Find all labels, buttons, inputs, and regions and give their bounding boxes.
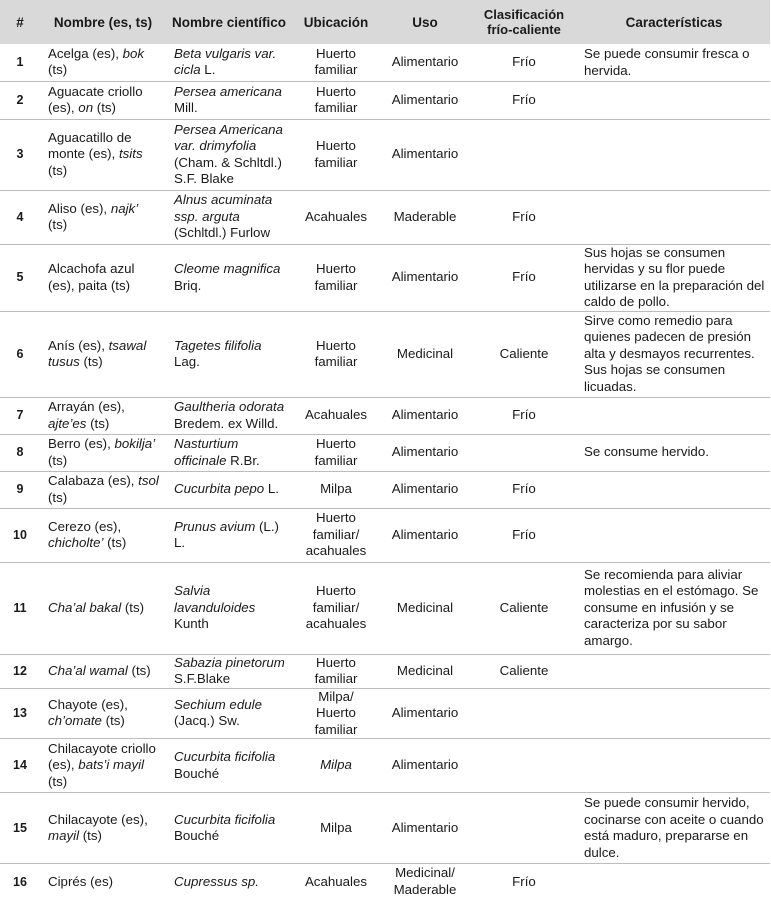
- common-name-part: (ts): [101, 713, 125, 729]
- characteristics-cell: [578, 654, 770, 688]
- classification-cell: Frío: [512, 481, 536, 497]
- characteristics-cell: Se recomienda para aliviar molestias en el estómago. Se consume en infusión y se caracteriza por su sabor amargo.: [584, 566, 759, 648]
- common-name-part: najk’: [110, 200, 139, 216]
- scientific-name-part: Sechium edule: [174, 696, 262, 712]
- scientific-name-cell: [166, 44, 292, 81]
- use-cell: Alimentario: [391, 526, 459, 542]
- common-name-part: tsawal tusus: [48, 337, 147, 369]
- common-name-part: Chilacayote criollo (es),: [48, 740, 156, 773]
- header-classification-line1: Clasificación: [483, 7, 565, 22]
- row-number: 7: [16, 408, 24, 423]
- scientific-name-part: (Schltdl.) Furlow: [174, 225, 271, 241]
- scientific-name-part: Briq.: [174, 277, 202, 293]
- scientific-name-part: Cucurbita pepo: [174, 481, 265, 497]
- table-row: [0, 471, 770, 508]
- scientific-name-part: (Cham. & Schltdl.) S.F. Blake: [174, 154, 282, 186]
- table-header-row: [0, 0, 770, 44]
- common-name-cell: [40, 190, 166, 244]
- classification-cell: [470, 119, 578, 190]
- classification-cell: Frío: [512, 54, 536, 69]
- common-name-part: (ts): [48, 217, 68, 232]
- common-name-part: Ciprés (es): [48, 873, 114, 889]
- common-name-part: Cerezo (es),: [48, 518, 122, 534]
- scientific-name-part: Nasturtium officinale: [174, 436, 239, 468]
- row-number: 9: [16, 482, 24, 497]
- scientific-name-part: Cupressus sp.: [174, 873, 259, 889]
- row-number: 6: [16, 346, 24, 361]
- classification-cell: Frío: [512, 269, 536, 285]
- location-cell: Milpa: [320, 481, 352, 497]
- characteristics-cell: [578, 471, 770, 508]
- use-cell: Alimentario: [391, 407, 459, 423]
- common-name-part: (ts): [127, 662, 151, 678]
- scientific-name-part: (L.) L.: [174, 518, 279, 550]
- use-cell: Maderable: [393, 208, 457, 224]
- common-name-part: Cha’al bakal: [48, 599, 122, 615]
- characteristics-cell: Sus hojas se consumen hervidas y su flor puede utilizarse en la preparación del caldo de pollo.: [584, 244, 765, 309]
- use-cell: Alimentario: [391, 444, 459, 460]
- common-name-part: Aguacate criollo (es),: [48, 83, 143, 115]
- header-classification: [470, 0, 578, 44]
- row-number: 8: [16, 445, 24, 460]
- common-name-part: Cha’al wamal: [48, 662, 128, 678]
- common-name-part: Berro (es),: [48, 436, 115, 451]
- table-row: [0, 793, 770, 864]
- row-number: 14: [13, 758, 27, 773]
- row-number: 3: [16, 147, 24, 162]
- use-cell: Alimentario: [391, 757, 459, 773]
- use-cell: Medicinal: [396, 599, 454, 615]
- location-cell: Huerto familiar/ acahuales: [305, 583, 367, 632]
- common-name-part: Calabaza (es),: [48, 473, 139, 488]
- location-cell: Acahuales: [304, 208, 368, 224]
- location-cell: Milpa/ Huerto familiar: [314, 688, 358, 737]
- characteristics-cell: [578, 81, 770, 119]
- row-number: 10: [13, 527, 27, 542]
- scientific-name-cell: [166, 397, 292, 434]
- scientific-name-part: L.: [200, 62, 216, 78]
- scientific-name-part: R.Br.: [226, 452, 260, 468]
- scientific-name-part: (Jacq.) Sw.: [174, 713, 240, 729]
- location-cell: Huerto familiar: [314, 436, 358, 468]
- common-name-part: Acelga (es),: [48, 45, 123, 61]
- scientific-name-part: Mill.: [174, 100, 198, 115]
- characteristics-cell: [578, 190, 770, 244]
- table-body: [0, 44, 770, 900]
- scientific-name-part: Bredem. ex Willd.: [174, 415, 279, 431]
- common-name-part: ajte’es: [48, 415, 87, 431]
- row-number: 16: [13, 874, 27, 889]
- classification-cell: Caliente: [499, 599, 549, 615]
- location-cell: Milpa: [320, 819, 352, 835]
- scientific-name-cell: [166, 311, 292, 397]
- scientific-name-cell: [166, 471, 292, 508]
- header-common-name: Nombre (es, ts): [53, 14, 153, 30]
- common-name-part: (ts): [103, 535, 127, 550]
- common-name-part: tsol: [138, 473, 159, 488]
- scientific-name-cell: [166, 688, 292, 739]
- common-name-cell: [40, 562, 166, 654]
- common-name-part: Aliso (es),: [48, 200, 111, 216]
- common-name-part: Alcachofa azul (es), paita (ts): [48, 261, 135, 293]
- characteristics-cell: [578, 739, 770, 793]
- use-cell: Alimentario: [391, 269, 459, 285]
- table-row: [0, 508, 770, 562]
- common-name-cell: [40, 44, 166, 81]
- scientific-name-cell: [166, 81, 292, 119]
- common-name-part: (ts): [48, 773, 68, 789]
- common-name-cell: [40, 244, 166, 311]
- use-cell: Alimentario: [391, 819, 459, 835]
- scientific-name-cell: [166, 434, 292, 471]
- header-number: #: [16, 14, 24, 30]
- location-cell: Huerto familiar: [314, 45, 358, 78]
- classification-cell: Frío: [512, 407, 536, 423]
- table-row: [0, 190, 770, 244]
- common-name-part: bokilja’: [114, 436, 156, 451]
- common-name-cell: [40, 81, 166, 119]
- scientific-name-cell: [166, 190, 292, 244]
- location-cell: Huerto familiar: [314, 261, 358, 293]
- common-name-part: bok: [122, 45, 145, 61]
- scientific-name-cell: [166, 562, 292, 654]
- row-number: 12: [13, 663, 27, 678]
- table-row: [0, 562, 770, 654]
- header-classification-line2: frío-caliente: [487, 22, 561, 37]
- common-name-part: (ts): [48, 162, 68, 178]
- use-cell: Medicinal/ Maderable: [393, 865, 457, 897]
- header-characteristics: Características: [625, 14, 723, 30]
- scientific-name-part: S.F.Blake: [174, 671, 231, 686]
- use-cell: Alimentario: [391, 54, 459, 69]
- common-name-cell: [40, 434, 166, 471]
- scientific-name-part: Beta vulgaris var. cicla: [174, 45, 277, 78]
- use-cell: Medicinal: [396, 345, 454, 361]
- common-name-part: tsits: [118, 146, 143, 162]
- characteristics-cell: Se puede consumir fresca o hervida.: [584, 46, 750, 78]
- classification-cell: Frío: [512, 526, 536, 542]
- common-name-part: (ts): [79, 828, 102, 843]
- scientific-name-cell: [166, 864, 292, 900]
- characteristics-cell: [578, 397, 770, 434]
- scientific-name-part: Cucurbita ficifolia: [174, 749, 276, 764]
- characteristics-cell: Se consume hervido.: [584, 444, 709, 460]
- common-name-cell: [40, 508, 166, 562]
- common-name-part: Arrayán (es),: [48, 399, 125, 414]
- common-name-part: (ts): [121, 599, 145, 615]
- scientific-name-part: Bouché: [174, 765, 220, 781]
- scientific-name-part: L.: [264, 481, 279, 497]
- common-name-cell: [40, 864, 166, 900]
- scientific-name-part: Tagetes filifolia: [174, 337, 262, 353]
- scientific-name-part: Sabazia pinetorum: [174, 654, 285, 670]
- common-name-part: ch’omate: [48, 713, 102, 729]
- common-name-part: chicholte’: [48, 535, 104, 550]
- header-location: Ubicación: [303, 14, 369, 30]
- scientific-name-part: Cleome magnifica: [174, 261, 281, 276]
- classification-cell: Caliente: [499, 662, 549, 678]
- common-name-part: (ts): [93, 100, 116, 115]
- table-row: [0, 119, 770, 190]
- table-row: [0, 81, 770, 119]
- classification-cell: [470, 434, 578, 471]
- common-name-cell: [40, 311, 166, 397]
- classification-cell: Caliente: [499, 345, 549, 361]
- header-scientific-name: Nombre científico: [171, 14, 287, 30]
- characteristics-cell: [578, 119, 770, 190]
- common-name-cell: [40, 688, 166, 739]
- common-name-part: mayil: [48, 828, 80, 843]
- use-cell: Alimentario: [391, 705, 459, 720]
- table-row: [0, 244, 770, 311]
- classification-cell: [470, 688, 578, 739]
- row-number: 5: [16, 270, 24, 285]
- table-row: [0, 311, 770, 397]
- scientific-name-cell: [166, 119, 292, 190]
- scientific-name-part: Bouché: [174, 828, 220, 843]
- scientific-name-part: Alnus acuminata ssp. arguta: [174, 192, 273, 224]
- scientific-name-cell: [166, 793, 292, 864]
- common-name-part: Chilacayote (es),: [48, 811, 148, 827]
- common-name-part: Chayote (es),: [48, 696, 128, 712]
- location-cell: Acahuales: [304, 407, 368, 423]
- scientific-name-part: Salvia lavanduloides: [174, 583, 256, 615]
- common-name-part: bats’i mayil: [78, 757, 145, 773]
- scientific-name-part: Kunth: [174, 616, 209, 632]
- location-cell: Milpa: [320, 757, 352, 773]
- use-cell: Alimentario: [391, 91, 459, 107]
- scientific-name-part: Lag.: [174, 354, 200, 369]
- scientific-name-cell: [166, 244, 292, 311]
- row-number: 2: [16, 92, 24, 107]
- table-row: [0, 739, 770, 793]
- table-row: [0, 864, 770, 900]
- characteristics-cell: [578, 508, 770, 562]
- classification-cell: Frío: [512, 208, 536, 224]
- common-name-cell: [40, 793, 166, 864]
- row-number: 1: [16, 55, 24, 69]
- characteristics-cell: Se puede consumir hervido, cocinarse con aceite o cuando está maduro, prepararse en dulce.: [584, 795, 764, 860]
- classification-cell: [470, 793, 578, 864]
- common-name-cell: [40, 654, 166, 688]
- common-name-part: on: [78, 100, 94, 115]
- location-cell: Acahuales: [304, 873, 368, 889]
- common-name-part: (ts): [79, 354, 103, 369]
- common-name-part: (ts): [48, 62, 68, 78]
- location-cell: Huerto familiar: [314, 337, 358, 369]
- common-name-part: Aguacatillo de monte (es),: [48, 129, 132, 162]
- scientific-name-part: Persea Americana var. drimyfolia: [174, 121, 283, 153]
- table-row: [0, 688, 770, 739]
- common-name-part: (ts): [86, 415, 110, 431]
- row-number: 4: [16, 209, 24, 224]
- table-row: [0, 434, 770, 471]
- scientific-name-part: Persea americana: [174, 83, 282, 99]
- row-number: 13: [13, 706, 27, 720]
- common-name-cell: [40, 739, 166, 793]
- characteristics-cell: [578, 688, 770, 739]
- common-name-cell: [40, 397, 166, 434]
- table-row: [0, 397, 770, 434]
- table-row: [0, 44, 770, 81]
- row-number: 15: [13, 820, 27, 835]
- scientific-name-part: Prunus avium: [174, 518, 256, 534]
- common-name-cell: [40, 119, 166, 190]
- characteristics-cell: Sirve como remedio para quienes padecen de presión alta y desmayos recurrentes. Sus hojas se consumen licuadas.: [584, 312, 755, 394]
- location-cell: Huerto familiar/ acahuales: [305, 510, 367, 559]
- location-cell: Huerto familiar: [314, 83, 358, 115]
- use-cell: Alimentario: [391, 146, 459, 162]
- common-name-part: Anís (es),: [48, 337, 109, 353]
- use-cell: Medicinal: [396, 662, 454, 678]
- common-name-part: (ts): [48, 452, 68, 468]
- scientific-name-part: Gaultheria odorata: [174, 399, 285, 414]
- classification-cell: [470, 739, 578, 793]
- scientific-name-cell: [166, 739, 292, 793]
- scientific-name-cell: [166, 654, 292, 688]
- common-name-part: (ts): [48, 489, 68, 505]
- classification-cell: Frío: [512, 91, 536, 107]
- use-cell: Alimentario: [391, 481, 459, 497]
- header-use: Uso: [412, 14, 438, 30]
- scientific-name-cell: [166, 508, 292, 562]
- common-name-cell: [40, 471, 166, 508]
- location-cell: Huerto familiar: [314, 138, 358, 170]
- scientific-name-part: Cucurbita ficifolia: [174, 811, 276, 827]
- characteristics-cell: [578, 864, 770, 900]
- table-row: [0, 654, 770, 688]
- classification-cell: Frío: [512, 873, 536, 889]
- location-cell: Huerto familiar: [314, 654, 358, 686]
- row-number: 11: [13, 600, 27, 615]
